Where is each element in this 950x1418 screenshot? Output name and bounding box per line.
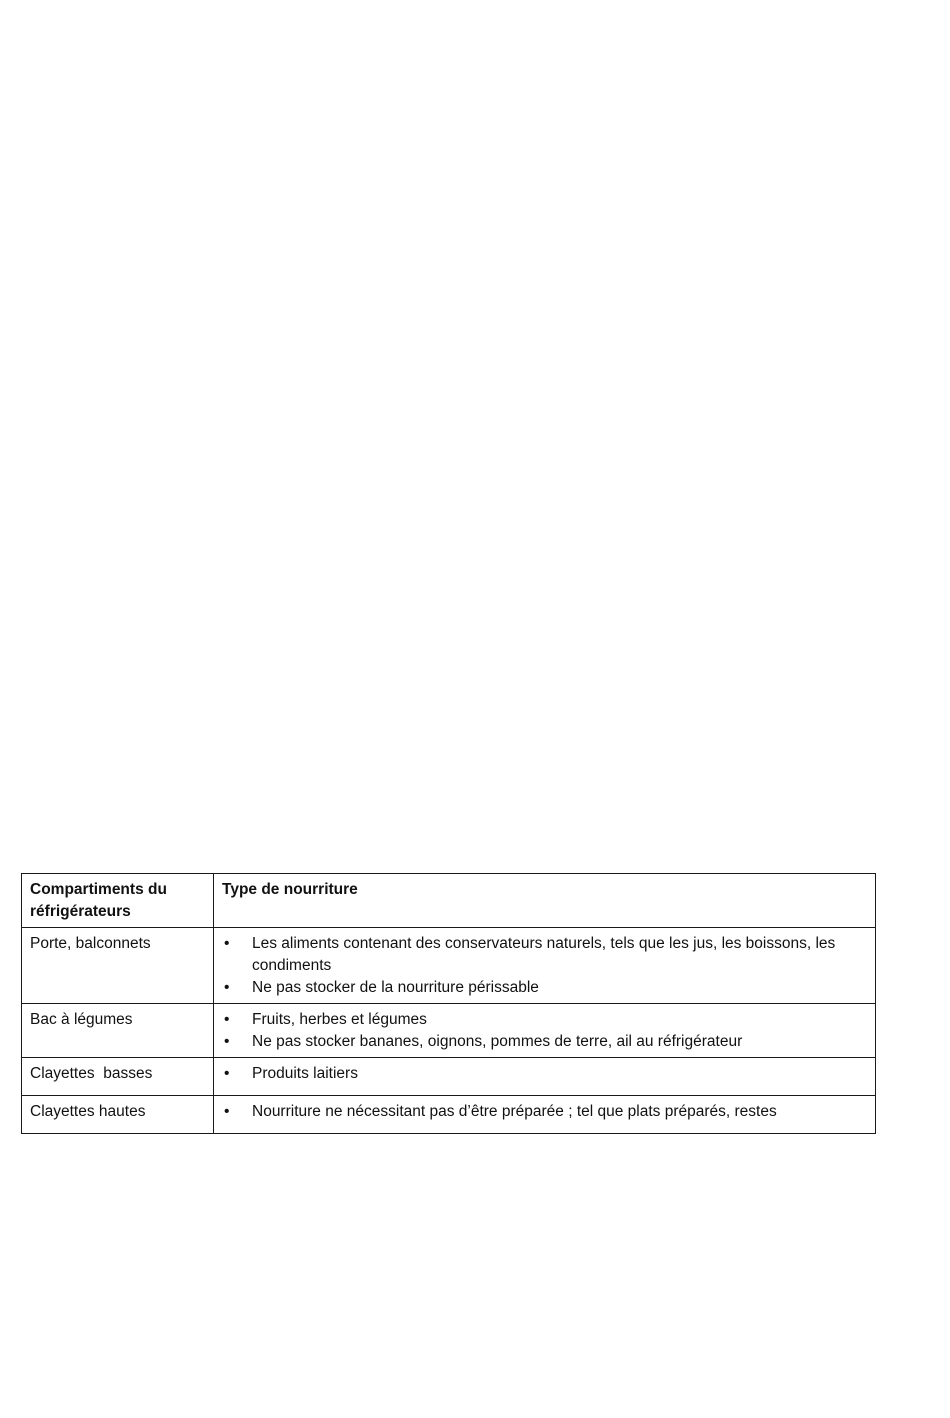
list-item-text: Les aliments contenant des conservateurs naturels, tels que les jus, les boissons, les condiments bbox=[252, 935, 836, 974]
bullet-icon: • bbox=[224, 1033, 230, 1050]
bullet-icon: • bbox=[224, 979, 230, 996]
fridge-compartments-table bbox=[21, 873, 876, 1134]
bullet-icon: • bbox=[224, 1103, 230, 1120]
table-header-row bbox=[22, 874, 876, 928]
food-list bbox=[222, 1009, 867, 1053]
list-item bbox=[222, 1009, 867, 1031]
table-row bbox=[22, 928, 876, 1004]
bullet-icon: • bbox=[224, 1011, 230, 1028]
compartment-cell: Clayettes hautes bbox=[22, 1096, 214, 1134]
list-item bbox=[222, 1101, 867, 1123]
table-row bbox=[22, 1058, 876, 1096]
header-compartment: Compartiments du réfrigérateurs bbox=[22, 874, 214, 928]
food-type-cell bbox=[214, 928, 876, 1004]
list-item bbox=[222, 977, 867, 999]
table-row bbox=[22, 1004, 876, 1058]
food-type-cell bbox=[214, 1096, 876, 1134]
bullet-icon: • bbox=[224, 1065, 230, 1082]
list-item-text: Ne pas stocker de la nourriture périssable bbox=[252, 979, 539, 996]
compartment-cell: Clayettes basses bbox=[22, 1058, 214, 1096]
food-list bbox=[222, 933, 867, 999]
bullet-icon: • bbox=[224, 935, 230, 952]
list-item-text: Fruits, herbes et légumes bbox=[252, 1011, 427, 1028]
list-item bbox=[222, 933, 867, 977]
list-item-text: Ne pas stocker bananes, oignons, pommes de terre, ail au réfrigérateur bbox=[252, 1033, 743, 1050]
compartment-cell: Bac à légumes bbox=[22, 1004, 214, 1058]
food-list bbox=[222, 1063, 867, 1085]
list-item-text: Produits laitiers bbox=[252, 1065, 358, 1082]
compartment-cell: Porte, balconnets bbox=[22, 928, 214, 1004]
list-item bbox=[222, 1031, 867, 1053]
food-type-cell bbox=[214, 1058, 876, 1096]
list-item-text: Nourriture ne nécessitant pas d’être préparée ; tel que plats préparés, restes bbox=[252, 1103, 777, 1120]
header-food-type: Type de nourriture bbox=[214, 874, 876, 928]
list-item bbox=[222, 1063, 867, 1085]
food-list bbox=[222, 1101, 867, 1123]
table-row bbox=[22, 1096, 876, 1134]
food-type-cell bbox=[214, 1004, 876, 1058]
